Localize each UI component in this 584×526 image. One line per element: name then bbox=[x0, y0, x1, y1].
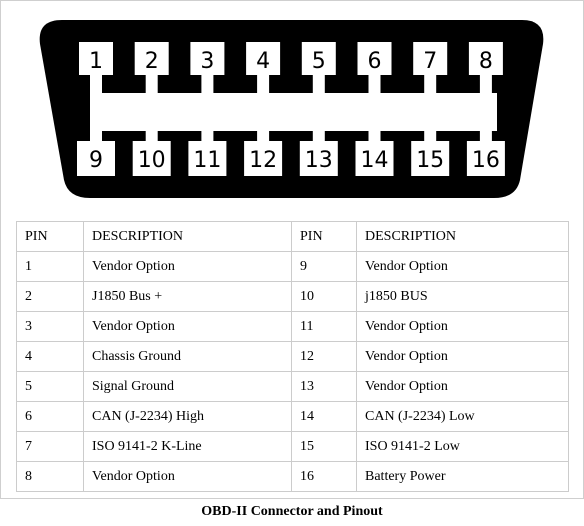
pin-slot-neck-1 bbox=[90, 74, 102, 94]
pin-cell: 6 bbox=[17, 402, 84, 432]
pin-label-13: 13 bbox=[304, 148, 333, 173]
figure-caption: OBD-II Connector and Pinout bbox=[201, 504, 383, 519]
pin-cell: 9 bbox=[292, 252, 357, 282]
pin-slot-neck-7 bbox=[424, 74, 436, 94]
table-row bbox=[17, 402, 569, 432]
pin-label-4: 4 bbox=[256, 49, 271, 74]
pin-label-5: 5 bbox=[311, 49, 326, 74]
pin-label-6: 6 bbox=[367, 49, 382, 74]
pin-cell: 8 bbox=[17, 462, 84, 492]
description-cell: Vendor Option bbox=[357, 342, 569, 372]
pin-cell: 1 bbox=[17, 252, 84, 282]
description-cell: Vendor Option bbox=[357, 372, 569, 402]
description-cell: CAN (J-2234) Low bbox=[357, 402, 569, 432]
description-cell: DESCRIPTION bbox=[357, 222, 569, 252]
table-header-row bbox=[17, 222, 569, 252]
pin-label-11: 11 bbox=[193, 148, 222, 173]
pin-cell: PIN bbox=[17, 222, 84, 252]
pinout-table bbox=[16, 221, 569, 492]
pin-label-9: 9 bbox=[89, 148, 103, 173]
center-channel bbox=[90, 93, 497, 131]
pin-label-2: 2 bbox=[144, 49, 159, 74]
pin-label-1: 1 bbox=[89, 49, 103, 74]
pin-label-15: 15 bbox=[416, 148, 445, 173]
description-cell: Vendor Option bbox=[84, 312, 292, 342]
pin-slot-neck-16 bbox=[480, 130, 492, 142]
pin-label-8: 8 bbox=[478, 49, 493, 74]
table-row bbox=[17, 342, 569, 372]
description-cell: Vendor Option bbox=[84, 252, 292, 282]
description-cell: j1850 BUS bbox=[357, 282, 569, 312]
pin-cell: 10 bbox=[292, 282, 357, 312]
pin-label-10: 10 bbox=[137, 148, 166, 173]
pin-cell: 5 bbox=[17, 372, 84, 402]
description-cell: Signal Ground bbox=[84, 372, 292, 402]
description-cell: Chassis Ground bbox=[84, 342, 292, 372]
table-row bbox=[17, 372, 569, 402]
description-cell: ISO 9141-2 K-Line bbox=[84, 432, 292, 462]
description-cell: DESCRIPTION bbox=[84, 222, 292, 252]
pin-slot-neck-2 bbox=[146, 74, 158, 94]
pin-cell: 7 bbox=[17, 432, 84, 462]
pin-slot-neck-8 bbox=[480, 74, 492, 94]
pin-cell: 4 bbox=[17, 342, 84, 372]
pin-cell: 11 bbox=[292, 312, 357, 342]
pin-slot-neck-9 bbox=[90, 130, 102, 142]
table-row bbox=[17, 462, 569, 492]
description-cell: Vendor Option bbox=[357, 252, 569, 282]
pin-slot-neck-5 bbox=[313, 74, 325, 94]
description-cell: CAN (J-2234) High bbox=[84, 402, 292, 432]
pin-label-7: 7 bbox=[423, 49, 438, 74]
description-cell: Vendor Option bbox=[357, 312, 569, 342]
pin-cell: 14 bbox=[292, 402, 357, 432]
pin-slot-neck-13 bbox=[313, 130, 325, 142]
pin-label-16: 16 bbox=[471, 148, 500, 173]
table-row bbox=[17, 432, 569, 462]
pin-slot-neck-14 bbox=[369, 130, 381, 142]
description-cell: J1850 Bus + bbox=[84, 282, 292, 312]
pin-cell: 16 bbox=[292, 462, 357, 492]
description-cell: Vendor Option bbox=[84, 462, 292, 492]
pin-slot-neck-4 bbox=[257, 74, 269, 94]
pinout-table-body bbox=[17, 222, 569, 492]
description-cell: Battery Power bbox=[357, 462, 569, 492]
pin-label-12: 12 bbox=[249, 148, 278, 173]
pin-cell: 3 bbox=[17, 312, 84, 342]
pin-cell: 15 bbox=[292, 432, 357, 462]
obd2-connector-diagram bbox=[0, 0, 584, 215]
pin-slot-neck-6 bbox=[369, 74, 381, 94]
pin-label-14: 14 bbox=[360, 148, 389, 173]
table-row bbox=[17, 312, 569, 342]
table-row bbox=[17, 252, 569, 282]
pin-slot-neck-12 bbox=[257, 130, 269, 142]
pin-slot-neck-3 bbox=[201, 74, 213, 94]
table-row bbox=[17, 282, 569, 312]
pin-slot-neck-11 bbox=[201, 130, 213, 142]
pin-slot-neck-10 bbox=[146, 130, 158, 142]
pin-slot-neck-15 bbox=[424, 130, 436, 142]
pin-cell: 12 bbox=[292, 342, 357, 372]
pin-cell: 2 bbox=[17, 282, 84, 312]
description-cell: ISO 9141-2 Low bbox=[357, 432, 569, 462]
pin-cell: 13 bbox=[292, 372, 357, 402]
pin-label-3: 3 bbox=[200, 49, 215, 74]
pin-cell: PIN bbox=[292, 222, 357, 252]
